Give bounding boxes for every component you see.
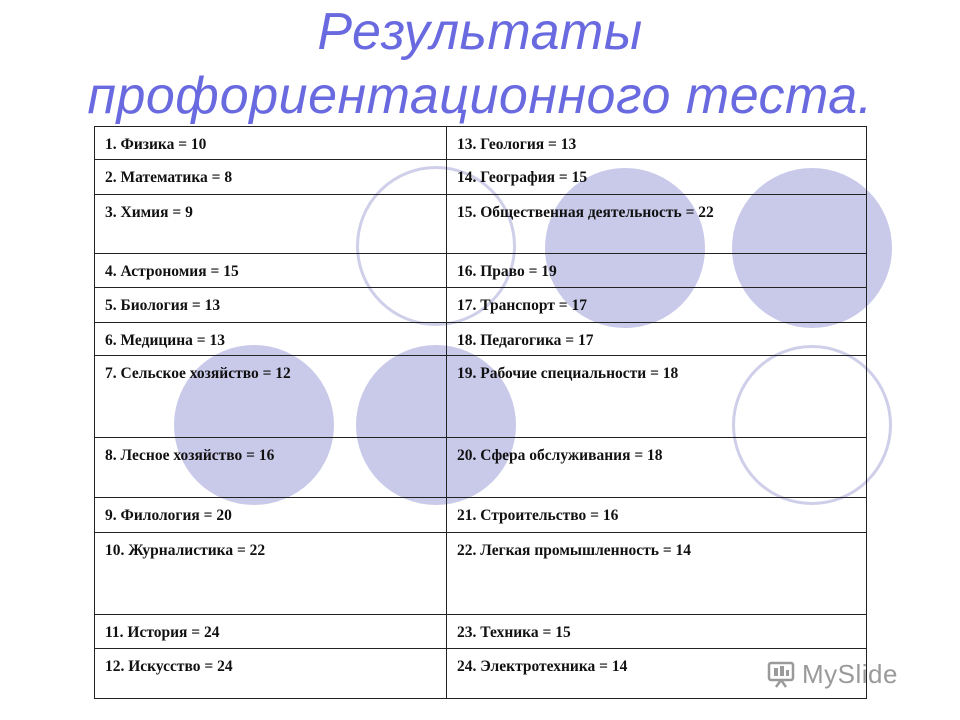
watermark-text: MySlide bbox=[802, 658, 898, 689]
watermark bbox=[766, 654, 898, 694]
table-cell: 5. Биология = 13 bbox=[95, 288, 447, 323]
slide-title-line-1: Результаты bbox=[317, 3, 643, 61]
table-row bbox=[95, 288, 867, 323]
table-cell: 4. Астрономия = 15 bbox=[95, 254, 447, 288]
table-row bbox=[95, 498, 867, 533]
table-row bbox=[95, 160, 867, 195]
table-row bbox=[95, 615, 867, 649]
table-row bbox=[95, 195, 867, 254]
table-cell: 19. Рабочие специальности = 18 bbox=[447, 356, 867, 438]
table-cell: 12. Искусство = 24 bbox=[95, 649, 447, 699]
table-cell: 21. Строительство = 16 bbox=[447, 498, 867, 533]
table-row bbox=[95, 533, 867, 615]
results-table bbox=[94, 126, 867, 699]
table-cell: 7. Сельское хозяйство = 12 bbox=[95, 356, 447, 438]
table-cell: 22. Легкая промышленность = 14 bbox=[447, 533, 867, 615]
table-row bbox=[95, 649, 867, 699]
table-cell: 18. Педагогика = 17 bbox=[447, 323, 867, 356]
table-cell: 13. Геология = 13 bbox=[447, 127, 867, 160]
table-cell: 3. Химия = 9 bbox=[95, 195, 447, 254]
table-row bbox=[95, 254, 867, 288]
table-row bbox=[95, 323, 867, 356]
slide-title bbox=[40, 0, 920, 128]
table-cell: 20. Сфера обслуживания = 18 bbox=[447, 438, 867, 498]
table-row bbox=[95, 438, 867, 498]
table-row bbox=[95, 127, 867, 160]
table-cell: 8. Лесное хозяйство = 16 bbox=[95, 438, 447, 498]
slide-title-line-2: профориентационного теста. bbox=[87, 67, 873, 125]
table-cell: 10. Журналистика = 22 bbox=[95, 533, 447, 615]
table-cell: 15. Общественная деятельность = 22 bbox=[447, 195, 867, 254]
table-cell: 9. Филология = 20 bbox=[95, 498, 447, 533]
table-cell: 17. Транспорт = 17 bbox=[447, 288, 867, 323]
table-row bbox=[95, 356, 867, 438]
table-cell: 1. Физика = 10 bbox=[95, 127, 447, 160]
table-cell: 16. Право = 19 bbox=[447, 254, 867, 288]
table-cell: 11. История = 24 bbox=[95, 615, 447, 649]
table-cell: 24. Электротехника = 14 bbox=[447, 649, 867, 699]
table-cell: 6. Медицина = 13 bbox=[95, 323, 447, 356]
myslide-logo-icon bbox=[766, 659, 796, 689]
table-cell: 2. Математика = 8 bbox=[95, 160, 447, 195]
table-cell: 23. Техника = 15 bbox=[447, 615, 867, 649]
table-cell: 14. География = 15 bbox=[447, 160, 867, 195]
